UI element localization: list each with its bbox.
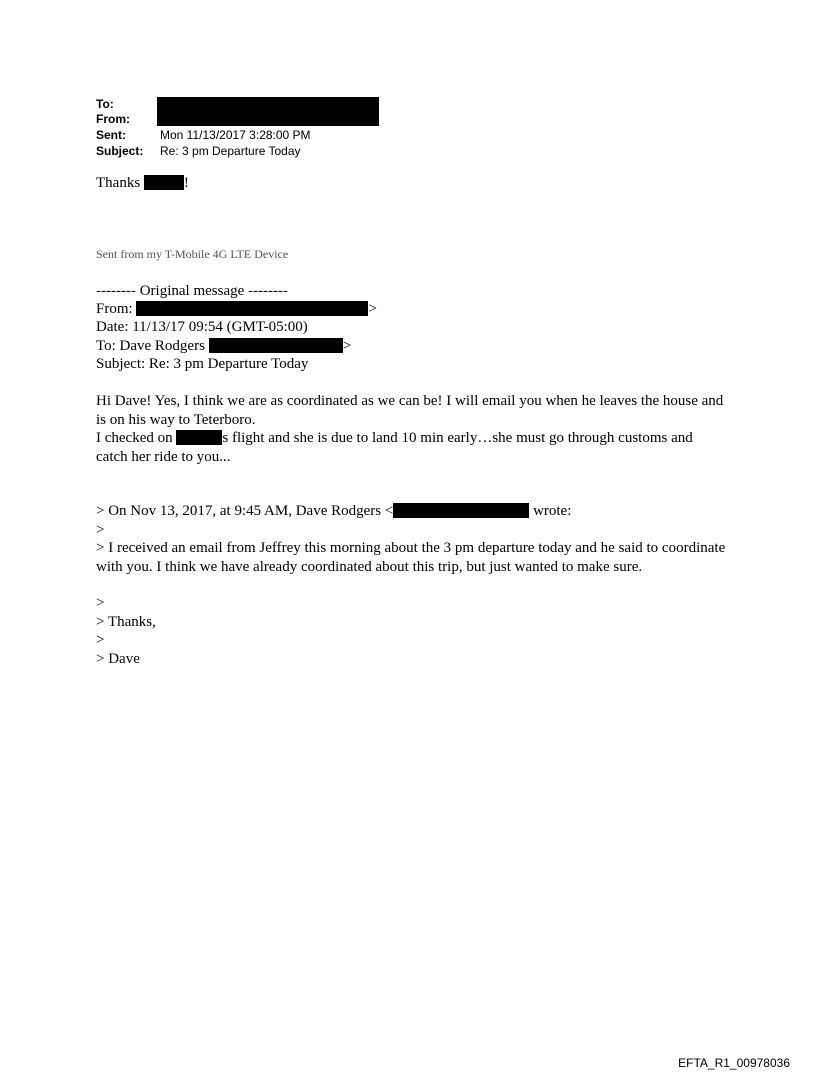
original-to-prefix: To: Dave Rodgers: [96, 338, 209, 354]
sent-label: Sent:: [96, 128, 126, 142]
original-from: [96, 300, 377, 319]
sent-value: Mon 11/13/2017 3:28:00 PM: [160, 128, 311, 142]
original-from-label: From:: [96, 301, 137, 317]
quote-header-redaction: [393, 503, 529, 518]
body-paragraph-2: [96, 429, 726, 466]
quote-thanks: > Thanks,: [96, 614, 156, 630]
body-2-redaction: [176, 430, 222, 445]
from-label: From:: [96, 112, 130, 126]
body-paragraph-1: Hi Dave! Yes, I think we are as coordinated as we can be! I will email you when he leaves the house and is on his way to Teterboro.: [96, 393, 724, 428]
quote-blank-2: >: [96, 595, 105, 611]
quote-blank-3: >: [96, 632, 105, 648]
subject-value: Re: 3 pm Departure Today: [160, 144, 301, 158]
thanks-suffix: !: [183, 175, 189, 191]
quote-header-prefix: > On Nov 13, 2017, at 9:45 AM, Dave Rodgers <: [96, 503, 394, 519]
body-2-prefix: I checked on: [96, 430, 177, 446]
quote-blank-1: >: [96, 522, 105, 538]
sent-row: [96, 127, 311, 143]
quote-header-suffix: wrote:: [529, 503, 572, 519]
quote-header: [96, 502, 571, 521]
thanks-prefix: Thanks: [96, 175, 144, 191]
original-subject: Subject: Re: 3 pm Departure Today: [96, 356, 309, 372]
original-to-redaction: [209, 338, 343, 353]
body-2-suffix: s flight and she is due to land 10 min early…she must go through customs and catch her ride to you...: [96, 430, 693, 465]
document-id: EFTA_R1_00978036: [678, 1056, 790, 1070]
original-date: Date: 11/13/17 09:54 (GMT-05:00): [96, 319, 308, 335]
from-row: [96, 111, 160, 127]
thanks-redaction: [144, 175, 184, 190]
quote-body: > I received an email from Jeffrey this morning about the 3 pm departure today and he said to coordinate with you. I think we have already coordinated about this trip, but just wanted to make sure.: [96, 540, 726, 575]
subject-row: [96, 143, 301, 159]
signature: Sent from my T-Mobile 4G LTE Device: [96, 247, 289, 261]
subject-label: Subject:: [96, 144, 144, 158]
original-from-tail: >: [368, 301, 377, 317]
to-label: To:: [96, 97, 114, 111]
to-row: [96, 96, 160, 112]
header-redaction: [157, 97, 379, 126]
reply-thanks: [96, 174, 189, 193]
original-to: [96, 337, 351, 356]
original-to-tail: >: [342, 338, 352, 354]
quote-name: > Dave: [96, 651, 140, 667]
original-separator: -------- Original message --------: [96, 283, 288, 299]
original-from-redaction: [136, 301, 368, 316]
